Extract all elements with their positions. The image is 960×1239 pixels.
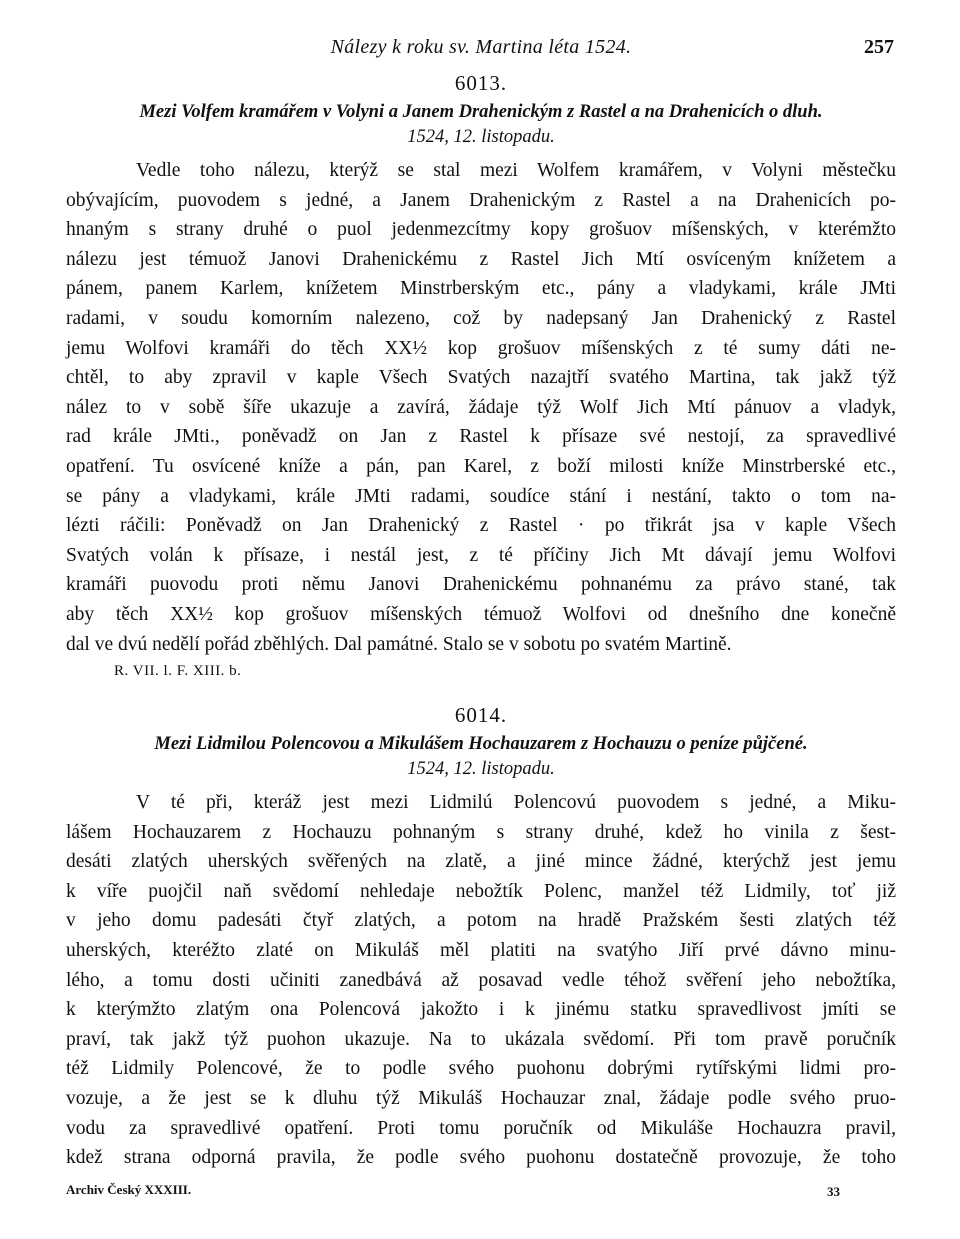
text-line: lášem Hochauzarem z Hochauzu pohnaným s strany druhé, kdež ho vinila z šest-: [66, 821, 896, 843]
entry-heading: Mezi Lidmilou Polencovou a Mikulášem Hochauzarem z Hochauzu o peníze půjčené.: [154, 734, 808, 755]
text-line: lézti ráčili: Poněvadž on Jan Drahenický z Rastel · po třikrát jsa v kaple Všech: [66, 515, 896, 537]
entry-date: 1524, 12. listopadu.: [407, 759, 555, 780]
running-title: Nálezy k roku sv. Martina léta 1524.: [330, 36, 632, 58]
text-line: V té při, kteráž jest mezi Lidmilú Polencovú puovodem s jedné, a Miku-: [136, 792, 896, 814]
text-line: dal ve dvú nedělí pořád zběhlých. Dal památné. Stalo se v sobotu po svatém Martině.: [66, 633, 732, 655]
source-reference: R. VII. l. F. XIII. b.: [114, 663, 242, 680]
text-line: radami, v soudu komorním nalezeno, což by nadepsaný Jan Drahenický z Rastel: [66, 307, 896, 329]
text-line: opatření. Tu osvícené kníže a pán, pan Karel, z boží milosti kníže Minstrberské etc.,: [66, 455, 896, 477]
entry-body: [66, 788, 896, 1173]
text-line: hnaným s strany druhé o puol jedenmezcítmy kopy grošuov míšenských, v kterémžto: [66, 219, 896, 241]
entry-6013: [66, 70, 896, 680]
page-number: 257: [864, 36, 894, 58]
text-line: desáti zlatých uherských svěřených na zlatě, a jiné mince žádné, kterýchž jest jemu: [66, 851, 896, 873]
text-line: nález to v sobě šíře ukazuje a zavírá, žádaje týž Wolf Jich Mtí pánuov a vladyk,: [66, 396, 896, 418]
text-line: Vedle toho nálezu, kterýž se stal mezi Wolfem kramářem, v Volyni městečku: [136, 160, 896, 181]
text-line: k víře puojčil naň svědomí nehledaje nebožtík Polenc, manžel též Lidmily, toť již: [66, 880, 896, 902]
text-line: uherských, kteréžto zlaté on Mikuláš měl platiti na svatýho Jiří prvé dávno minu-: [66, 940, 896, 962]
text-line: obývajícím, puovodem s jedné, a Janem Drahenickým z Rastel a na Drahenicích po-: [66, 189, 896, 211]
publication-title: Archiv Český XXXIII.: [66, 1182, 192, 1197]
text-line: se pány a vladykami, krále JMti radami, soudíce stání i nestání, takto o tom na-: [66, 485, 896, 507]
text-line: kramáři puovodu proti němu Janovi Drahenickému pohnanému za právo stané, tak: [66, 574, 896, 596]
text-line: Svatých volán k přísaze, i nestál jest, z té příčiny Jich Mt dávají jemu Wolfovi: [66, 544, 896, 566]
text-line: praví, tak jakž týž puohon ukazuje. Na to ukázala svědomí. Při tom pravě poručník: [66, 1028, 896, 1050]
text-line: chtěl, to aby zpravil v kaple Všech Svatých nazajtří svatého Martina, tak jakž týž: [66, 367, 896, 389]
entry-separator: [66, 680, 896, 702]
text-line: lého, a tomu dosti učiniti zanedbává až posavad vedle téhož svěření jeho nebožtíka,: [66, 969, 896, 991]
entry-6014: [66, 702, 896, 1173]
signature-mark: 33: [827, 1184, 840, 1199]
text-line: vozuje, a že jest se k dluhu týž Mikuláš Hochauzar znal, žádaje podle svého pruo-: [66, 1088, 896, 1110]
text-line: jemu Wolfovi kramáři do těch XX½ kop grošuov míšenských z té sumy dáti ne-: [66, 337, 896, 359]
text-line: aby těch XX½ kop grošuov míšenských témuož Wolfovi od dnešního dne konečně: [66, 603, 896, 625]
entry-body: [66, 156, 896, 659]
text-line: rad krále JMti., poněvadž on Jan z Rastel k přísaze své nestojí, za spravedlivé: [66, 426, 896, 448]
entry-heading: Mezi Volfem kramářem v Volyni a Janem Drahenickým z Rastel a na Drahenicích o dluh.: [139, 102, 823, 122]
entry-number: 6013.: [454, 71, 508, 95]
page: [66, 36, 896, 1173]
text-line: pánem, panem Karlem, knížetem Minstrberským etc., pány a vladykami, krále JMti: [66, 278, 896, 300]
running-head: [66, 36, 896, 70]
text-line: v jeho domu padesáti čtyř zlatých, a potom na hradě Pražském šesti zlatých též: [66, 910, 896, 932]
text-line: nálezu jest témuož Janovi Drahenickému z Rastel Jich Mtí osvíceným knížetem a: [66, 248, 896, 270]
text-line: k kterýmžto zlatým ona Polencová jakožto i k jinému statku spravedlivost jmíti se: [66, 999, 896, 1021]
text-line: též Lidmily Polencové, že to podle svého puohonu dobrými rytířskými lidmi pro-: [66, 1058, 896, 1080]
entry-number: 6014.: [454, 703, 508, 728]
entry-date: 1524, 12. listopadu.: [407, 127, 555, 147]
text-line: vodu za spravedlivé opatření. Proti tomu poručník od Mikuláše Hochauzra pravil,: [66, 1117, 896, 1139]
page-footer: [66, 1182, 894, 1202]
text-line: kdež strana odporná pravila, že podle svého puohonu dostatečně provozuje, že toho: [66, 1147, 896, 1169]
